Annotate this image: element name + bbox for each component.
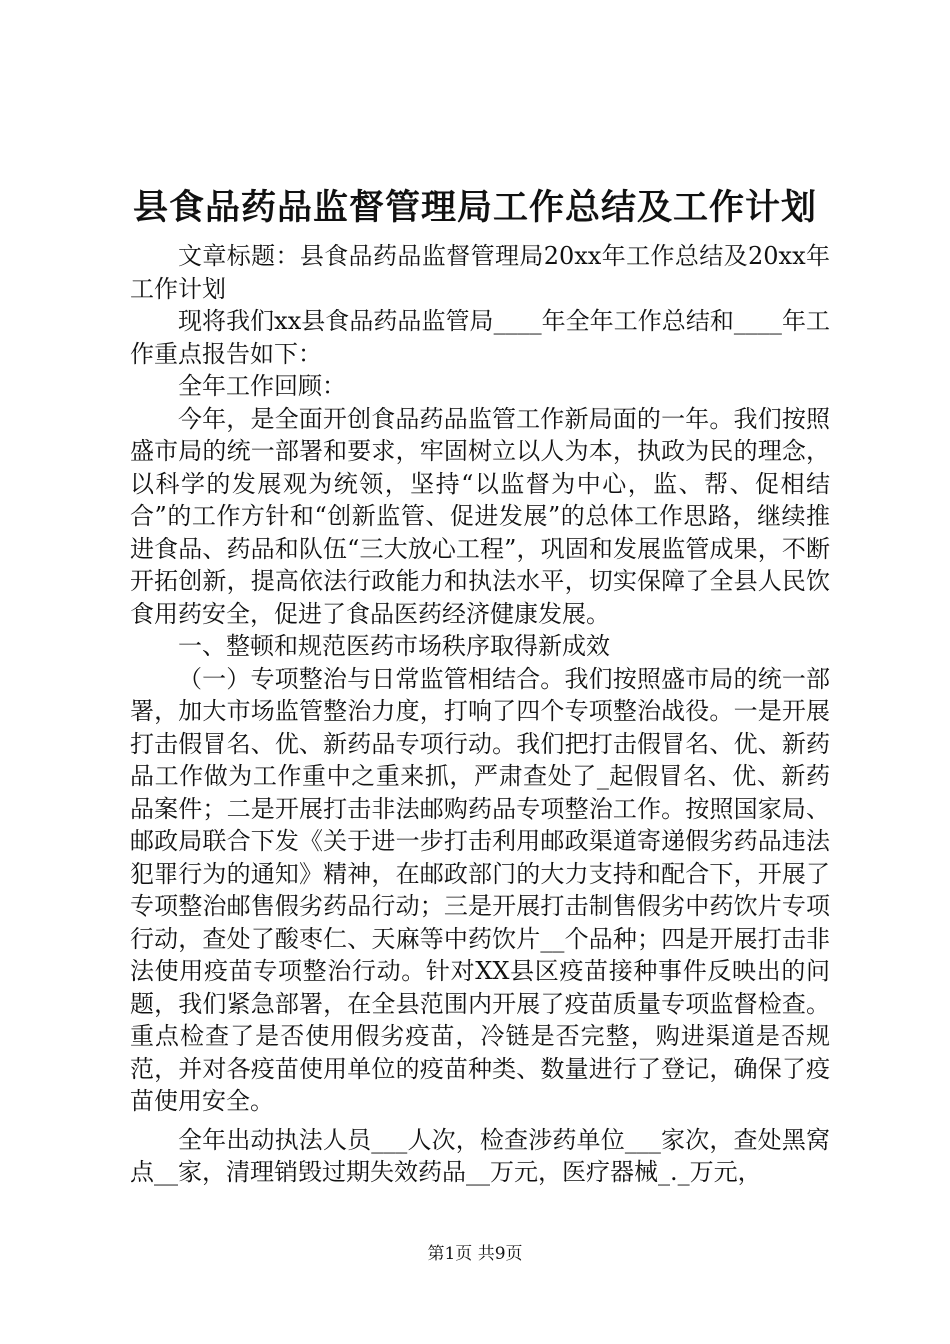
section-heading-1: 一、整顿和规范医药市场秩序取得新成效	[178, 632, 610, 660]
paragraph-review-heading: 全年工作回顾：	[178, 372, 346, 400]
paragraph-intro: 现将我们xx县食品药品监管局____年全年工作总结和____年工作重点报告如下：	[130, 307, 830, 368]
document-title: 县食品药品监督管理局工作总结及工作计划	[132, 187, 817, 228]
paragraph-special-rectification: （一）专项整治与日常监管相结合。我们按照盛市局的统一部署，加大市场监管整治力度，打响了四个专项整治战役。一是开展打击假冒名、优、新药品专项行动。我们把打击假冒名、优、新药品工作做为工作重中之重来抓，严肃查处了_起假冒名、优、新药品案件；二是开展打击非法邮购药品专项整治工作。按照国家局、邮政局联合下发《关于进一步打击利用邮政渠道寄递假劣药品违法犯罪行为的通知》精神，在邮政部门的大力支持和配合下，开展了专项整治邮售假劣药品行动；三是开展打击制售假劣中药饮片专项行动，查处了酸枣仁、天麻等中药饮片__个品种；四是开展打击非法使用疫苗专项整治行动。针对XX县区疫苗接种事件反映出的问题，我们紧急部署，在全县范围内开展了疫苗质量专项监督检查。重点检查了是否使用假劣疫苗，冷链是否完整，购进渠道是否规范，并对各疫苗使用单位的疫苗种类、数量进行了登记，确保了疫苗使用安全。	[130, 664, 830, 1115]
paragraph-annual-statistics: 全年出动执法人员___人次，检查涉药单位___家次，查处黑窝点__家，清理销毁过期失效药品__万元，医疗器械_._万元，	[130, 1125, 830, 1186]
document-body	[130, 240, 830, 1189]
page-number-footer: 第1页 共9页	[427, 1244, 523, 1264]
paragraph-overview: 今年，是全面开创食品药品监管工作新局面的一年。我们按照盛市局的统一部署和要求，牢固树立以人为本，执政为民的理念，以科学的发展观为统领，坚持“以监督为中心，监、帮、促相结合”的工作方针和“创新监管、促进发展”的总体工作思路，继续推进食品、药品和队伍“三大放心工程”，巩固和发展监管成果，不断开拓创新，提高依法行政能力和执法水平，切实保障了全县人民饮食用药安全，促进了食品医药经济健康发展。	[130, 404, 830, 628]
paragraph-article-title: 文章标题：县食品药品监督管理局20xx年工作总结及20xx年工作计划	[130, 242, 830, 303]
